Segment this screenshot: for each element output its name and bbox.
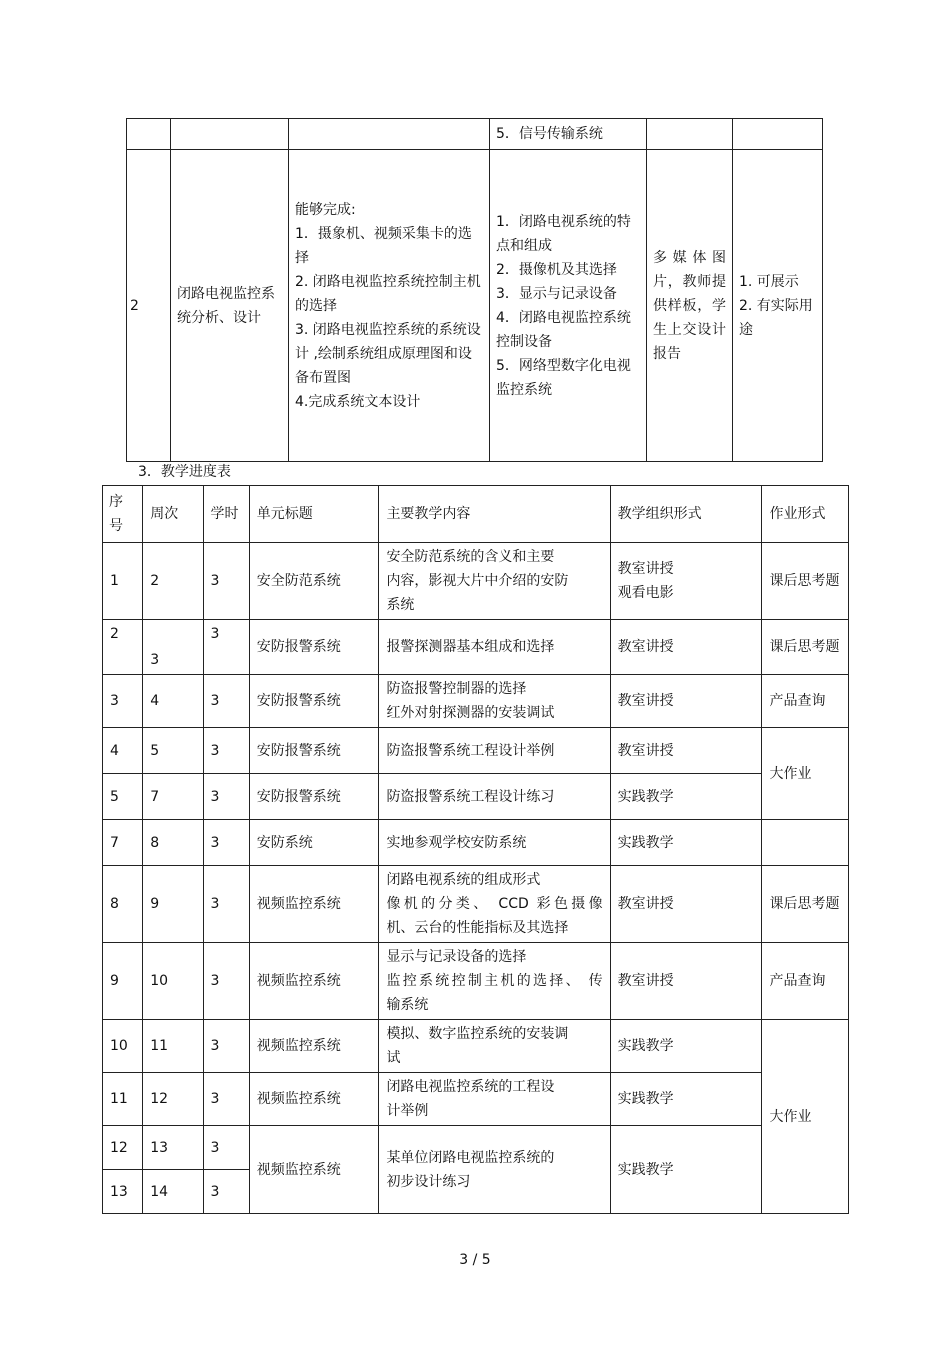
unit-cell: 视频监控系统 [249, 1126, 379, 1214]
header-row [103, 486, 849, 543]
content-cell: 模拟、数字监控系统的安装调 试 [379, 1020, 610, 1073]
table-row [103, 675, 849, 728]
week-cell: 13 [143, 1126, 203, 1170]
seq-cell: 2 [103, 620, 143, 675]
hours-cell: 3 [203, 620, 249, 675]
hours-cell: 3 [203, 675, 249, 728]
content-cell: 闭路电视系统的组成形式 像机的分类、 CCD 彩色摄像 机、云台的性能指标及其选择 [379, 866, 610, 943]
unit-title: 闭路电视监控系统分析、设计 [171, 150, 289, 462]
form-cell: 教室讲授 [610, 943, 762, 1020]
form-cell: 教室讲授 [610, 620, 762, 675]
header-cell: 学时 [203, 486, 249, 543]
content-cell: 显示与记录设备的选择 监控系统控制主机的选择、 传 输系统 [379, 943, 610, 1020]
table-row [103, 866, 849, 943]
unit-cell: 安全防范系统 [249, 543, 379, 620]
section-title: 3．教学进度表 [138, 464, 231, 480]
hours-cell: 3 [203, 1126, 249, 1170]
content-cell: 1．闭路电视系统的特点和组成 2．摄像机及其选择 3．显示与记录设备 4．闭路电视监控系统控制设备 5．网络型数字化电视监控系统 [490, 150, 647, 462]
homework-cell: 课后思考题 [762, 620, 849, 675]
content-cell: 防盗报警控制器的选择 红外对射探测器的安装调试 [379, 675, 610, 728]
week-cell: 5 [143, 728, 203, 774]
form-cell: 实践教学 [610, 1020, 762, 1073]
week-cell: 11 [143, 1020, 203, 1073]
content-cell: 某单位闭路电视监控系统的 初步设计练习 [379, 1126, 610, 1214]
unit-cell: 安防系统 [249, 820, 379, 866]
content-cell: 5．信号传输系统 [490, 119, 647, 150]
hours-cell: 3 [203, 543, 249, 620]
week-cell: 4 [143, 675, 203, 728]
form-cell: 教室讲授 [610, 728, 762, 774]
week-cell: 9 [143, 866, 203, 943]
header-cell: 序号 [103, 486, 143, 543]
hours-cell: 3 [203, 1020, 249, 1073]
hours-cell: 3 [203, 774, 249, 820]
seq-cell: 12 [103, 1126, 143, 1170]
form-cell: 实践教学 [610, 774, 762, 820]
form-cell: 教室讲授 [610, 675, 762, 728]
header-cell: 教学组织形式 [610, 486, 762, 543]
seq-cell: 5 [103, 774, 143, 820]
seq-cell: 9 [103, 943, 143, 1020]
seq-cell: 1 [103, 543, 143, 620]
week-cell: 14 [143, 1170, 203, 1214]
course-content-table [126, 118, 823, 462]
homework-cell: 课后思考题 [762, 866, 849, 943]
content-cell: 报警探测器基本组成和选择 [379, 620, 610, 675]
hours-cell: 3 [203, 728, 249, 774]
seq-cell: 13 [103, 1170, 143, 1214]
week-cell: 10 [143, 943, 203, 1020]
table-row [103, 1073, 849, 1126]
form-cell: 实践教学 [610, 820, 762, 866]
table-row [103, 820, 849, 866]
unit-cell: 视频监控系统 [249, 1020, 379, 1073]
hours-cell: 3 [203, 1073, 249, 1126]
seq-cell: 7 [103, 820, 143, 866]
unit-cell: 安防报警系统 [249, 728, 379, 774]
table-row [103, 1020, 849, 1073]
week-cell: 8 [143, 820, 203, 866]
form-cell: 教室讲授 观看电影 [610, 543, 762, 620]
week-cell: 12 [143, 1073, 203, 1126]
page-number: 3 / 5 [459, 1252, 491, 1268]
form-cell: 实践教学 [610, 1126, 762, 1214]
unit-cell: 安防报警系统 [249, 620, 379, 675]
table-row [103, 543, 849, 620]
unit-cell: 视频监控系统 [249, 1073, 379, 1126]
schedule-table [102, 485, 849, 1214]
table-row [127, 150, 823, 462]
week-cell: 7 [143, 774, 203, 820]
content-cell: 防盗报警系统工程设计举例 [379, 728, 610, 774]
unit-cell: 安防报警系统 [249, 774, 379, 820]
content-cell: 闭路电视监控系统的工程设 计举例 [379, 1073, 610, 1126]
content-cell: 安全防范系统的含义和主要 内容，影视大片中介绍的安防 系统 [379, 543, 610, 620]
seq-cell: 10 [103, 1020, 143, 1073]
seq-cell: 4 [103, 728, 143, 774]
homework-cell: 课后思考题 [762, 543, 849, 620]
unit-cell: 视频监控系统 [249, 943, 379, 1020]
form-cell: 教室讲授 [610, 866, 762, 943]
homework-cell: 大作业 [762, 1020, 849, 1214]
week-cell: 3 [143, 620, 203, 675]
homework-cell [762, 820, 849, 866]
header-cell: 作业形式 [762, 486, 849, 543]
seq-cell: 11 [103, 1073, 143, 1126]
seq-cell: 8 [103, 866, 143, 943]
header-cell: 单元标题 [249, 486, 379, 543]
hours-cell: 3 [203, 943, 249, 1020]
table-row [103, 620, 849, 675]
content-cell: 防盗报警系统工程设计练习 [379, 774, 610, 820]
homework-cell: 产品查询 [762, 675, 849, 728]
hours-cell: 3 [203, 820, 249, 866]
homework-cell: 大作业 [762, 728, 849, 820]
row-number: 2 [127, 150, 171, 462]
table-row [103, 728, 849, 774]
method-cell: 多媒体图片，教师提供样板，学生上交设计报告 [647, 150, 733, 462]
unit-cell: 视频监控系统 [249, 866, 379, 943]
table-row [103, 774, 849, 820]
unit-cell: 安防报警系统 [249, 675, 379, 728]
table-row [103, 1126, 849, 1170]
hours-cell: 3 [203, 1170, 249, 1214]
hours-cell: 3 [203, 866, 249, 943]
seq-cell: 3 [103, 675, 143, 728]
usage-cell: 1. 可展示 2. 有实际用途 [733, 150, 823, 462]
table-row [127, 119, 823, 150]
content-cell: 实地参观学校安防系统 [379, 820, 610, 866]
table-row [103, 943, 849, 1020]
header-cell: 周次 [143, 486, 203, 543]
form-cell: 实践教学 [610, 1073, 762, 1126]
week-cell: 2 [143, 543, 203, 620]
header-cell: 主要教学内容 [379, 486, 610, 543]
goals-cell: 能够完成: 1．摄象机、视频采集卡的选择 2. 闭路电视监控系统控制主机的选择 3. 闭路电视监控系统的系统设计 ,绘制系统组成原理图和设备布置图 4.完成系统文本设计 [289, 150, 490, 462]
homework-cell: 产品查询 [762, 943, 849, 1020]
